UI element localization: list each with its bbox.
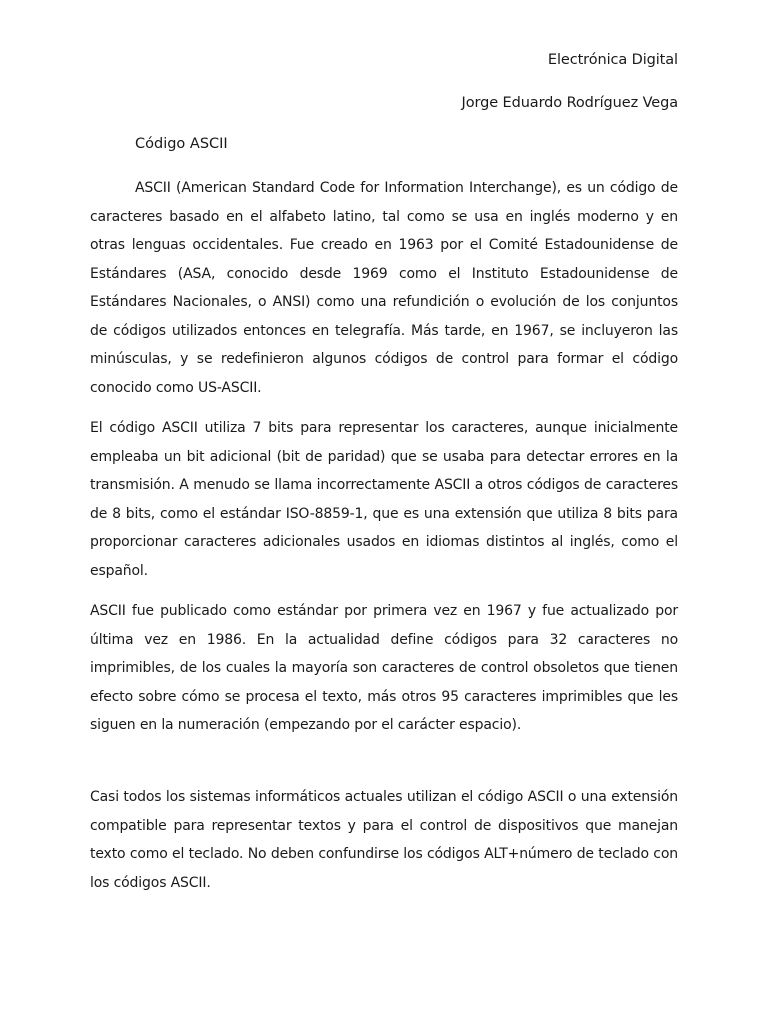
document-page (90, 0, 678, 1024)
paragraph-2: El código ASCII utiliza 7 bits para representar los caracteres, aunque inicialmente empleaba un bit adicional (bit de paridad) que se usaba para detectar errores en la transmisión. A menudo se llama incorrectamente ASCII a otros códigos de caracteres de 8 bits, como el estándar ISO-8859-1, que es una extensión que utiliza 8 bits para proporcionar caracteres adicionales usados en idiomas distintos al inglés, como el español. (90, 420, 678, 579)
course-name: Electrónica Digital (547, 52, 678, 68)
paragraph-1: ASCII (American Standard Code for Information Interchange), es un código de caracteres basado en el alfabeto latino, tal como se usa en inglés moderno y en otras lenguas occidentales. Fue creado en 1963 por el Comité Estadounidense de Estándares (ASA, conocido desde 1969 como el Instituto Estadounidense de Estándares Nacionales, o ANSI) como una refundición o evolución de los conjuntos de códigos utilizados entonces en telegrafía. Más tarde, en 1967, se incluyeron las minúsculas, y se redefinieron algunos códigos de control para formar el código conocido como US-ASCII. (90, 180, 678, 396)
paragraph-3: ASCII fue publicado como estándar por primera vez en 1967 y fue actualizado por última vez en 1986. En la actualidad define códigos para 32 caracteres no imprimibles, de los cuales la mayoría son caracteres de control obsoletos que tienen efecto sobre cómo se procesa el texto, más otros 95 caracteres imprimibles que les siguen en la numeración (empezando por el carácter espacio). (90, 603, 678, 733)
author-name: Jorge Eduardo Rodríguez Vega (461, 95, 678, 111)
paragraph-4: Casi todos los sistemas informáticos actuales utilizan el código ASCII o una extensión compatible para representar textos y para el control de dispositivos que manejan texto como el teclado. No deben confundirse los códigos ALT+número de teclado con los códigos ASCII. (90, 789, 678, 891)
document-title: Código ASCII (135, 136, 228, 152)
